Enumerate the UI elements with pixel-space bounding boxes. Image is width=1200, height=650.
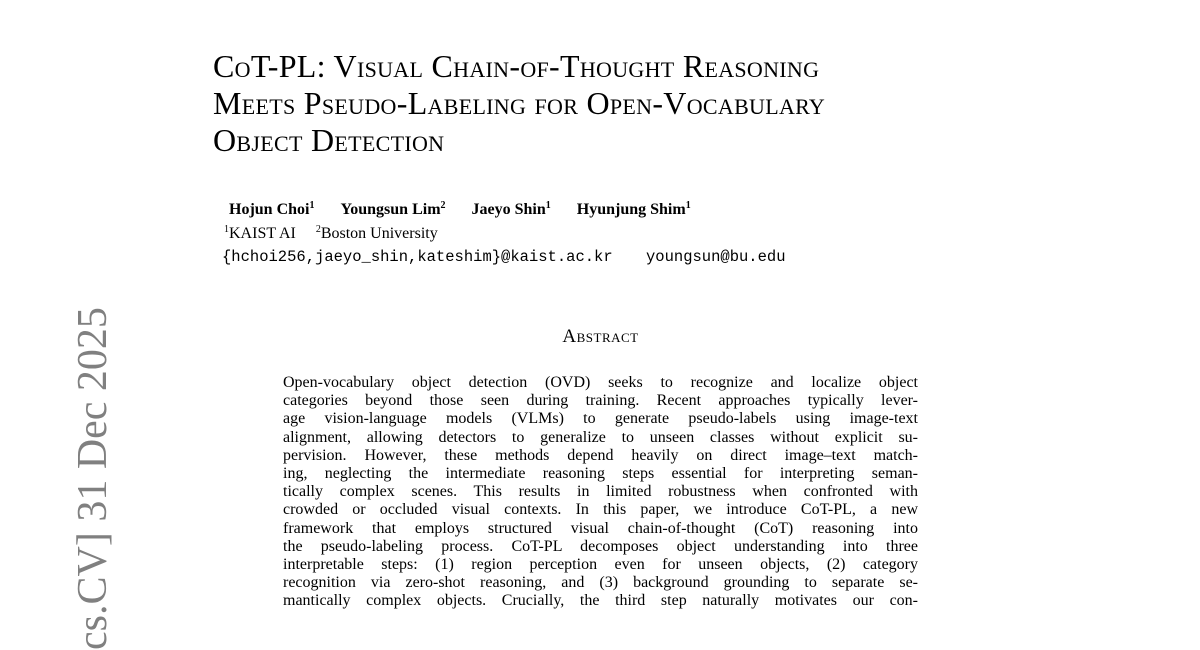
email-bu: youngsun@bu.edu — [645, 248, 786, 266]
author-emails — [222, 247, 786, 267]
abstract-line: age vision-language models (VLMs) to generate pseudo-labels using image-text — [283, 410, 918, 428]
author-list — [229, 200, 713, 220]
title-line-1: CoT-PL: Visual Chain-of-Thought Reasoning — [213, 48, 820, 84]
author: Youngsun Lim$^2$ — [340, 200, 446, 218]
author: Jaeyo Shin$^1$ — [471, 200, 551, 218]
abstract-heading: Abstract — [562, 326, 639, 347]
arxiv-identifier-stamp: cs.CV] 31 Dec 2025 — [70, 307, 116, 650]
abstract-line: mantically complex objects. Crucially, the third step naturally motivates our con- — [283, 592, 918, 610]
email-kaist: {hchoi256,jaeyo_shin,kateshim}@kaist.ac.kr — [222, 248, 613, 266]
abstract-line: the pseudo-labeling process. CoT-PL decomposes object understanding into three — [283, 537, 918, 555]
abstract-line: alignment, allowing detectors to generalize to unseen classes without explicit su- — [283, 428, 918, 446]
abstract-line: pervision. However, these methods depend heavily on direct image–text match- — [283, 446, 918, 464]
abstract-line: ing, neglecting the intermediate reasoning steps essential for interpreting seman- — [283, 465, 918, 483]
author: Hyunjung Shim$^1$ — [576, 200, 691, 218]
abstract-line: interpretable steps: (1) region perception even for unseen objects, (2) category — [283, 556, 918, 574]
abstract-line: tically complex scenes. This results in limited robustness when confronted with — [283, 483, 918, 501]
affiliation: $^2$Boston University — [315, 224, 438, 242]
abstract-line: categories beyond those seen during training. Recent approaches typically lever- — [283, 392, 918, 410]
affiliation: $^1$KAIST AI — [224, 224, 296, 242]
abstract-line: Open-vocabulary object detection (OVD) seeks to recognize and localize object — [283, 374, 918, 391]
title-line-3: Object Detection — [213, 122, 445, 158]
abstract-line: crowded or occluded visual contexts. In this paper, we introduce CoT-PL, a new — [283, 501, 918, 519]
abstract-line: framework that employs structured visual chain-of-thought (CoT) reasoning into — [283, 519, 918, 537]
paper-title — [213, 48, 1013, 159]
affiliations — [224, 224, 438, 244]
abstract-body — [283, 374, 918, 611]
abstract-line: recognition via zero-shot reasoning, and (3) background grounding to separate se- — [283, 574, 918, 592]
author: Hojun Choi$^1$ — [229, 200, 315, 218]
title-line-2: Meets Pseudo-Labeling for Open-Vocabulary — [213, 85, 826, 121]
